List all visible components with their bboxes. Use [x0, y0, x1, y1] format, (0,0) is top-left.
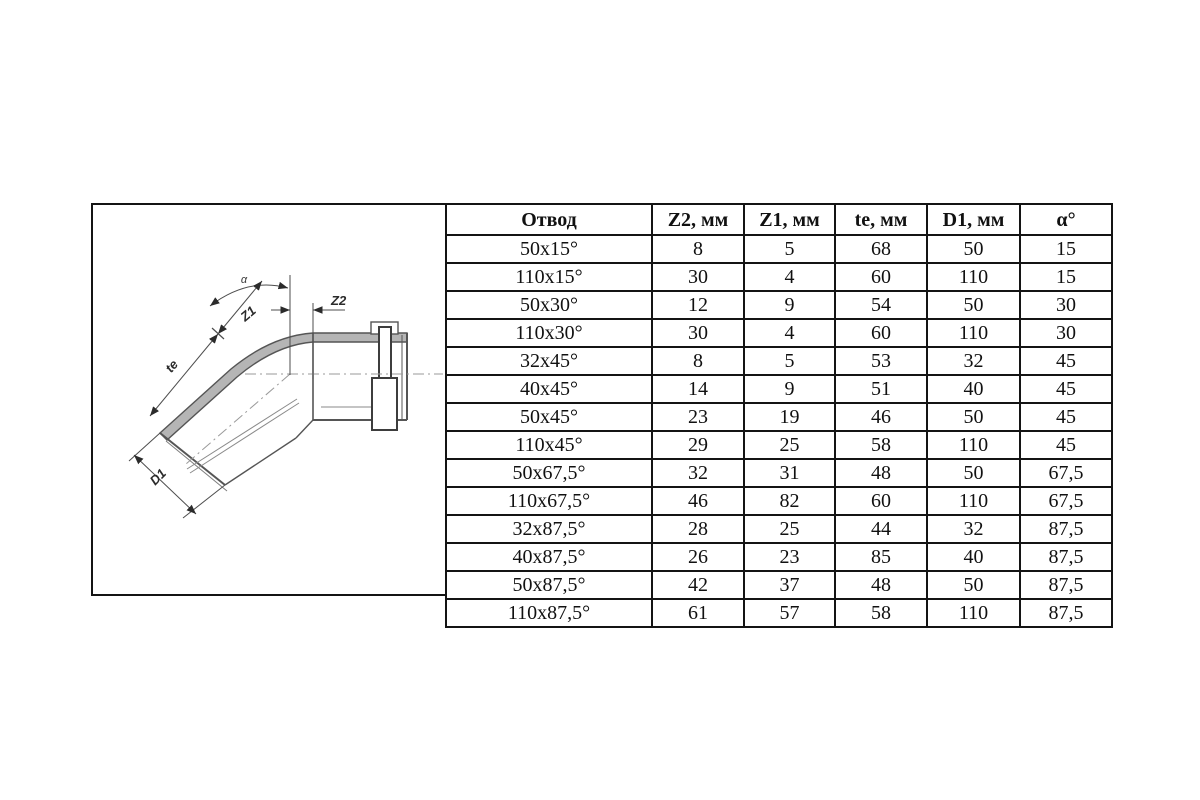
fitting-size-cell: 110x87,5° [446, 599, 652, 627]
value-cell: 42 [652, 571, 744, 599]
value-cell: 5 [744, 235, 835, 263]
elbow-technical-drawing [93, 205, 445, 594]
value-cell: 4 [744, 263, 835, 291]
table-row [446, 347, 1112, 375]
value-cell: 110 [927, 319, 1020, 347]
label-z1: Z1 [237, 302, 259, 325]
label-d1: D1 [146, 465, 169, 488]
value-cell: 68 [835, 235, 927, 263]
column-header-4: D1, мм [927, 204, 1020, 235]
value-cell: 30 [1020, 319, 1112, 347]
fitting-size-cell: 50x67,5° [446, 459, 652, 487]
spec-table-body [446, 235, 1112, 627]
value-cell: 9 [744, 375, 835, 403]
value-cell: 19 [744, 403, 835, 431]
pipe-wall-band [160, 333, 407, 440]
value-cell: 44 [835, 515, 927, 543]
value-cell: 110 [927, 487, 1020, 515]
value-cell: 45 [1020, 403, 1112, 431]
value-cell: 32 [927, 515, 1020, 543]
value-cell: 50 [927, 403, 1020, 431]
column-header-5: α° [1020, 204, 1112, 235]
value-cell: 67,5 [1020, 487, 1112, 515]
value-cell: 110 [927, 431, 1020, 459]
value-cell: 50 [927, 459, 1020, 487]
value-cell: 32 [927, 347, 1020, 375]
value-cell: 15 [1020, 263, 1112, 291]
table-row [446, 431, 1112, 459]
value-cell: 110 [927, 263, 1020, 291]
fitting-size-cell: 50x87,5° [446, 571, 652, 599]
value-cell: 67,5 [1020, 459, 1112, 487]
value-cell: 14 [652, 375, 744, 403]
table-row [446, 375, 1112, 403]
fitting-size-cell: 40x45° [446, 375, 652, 403]
value-cell: 30 [652, 319, 744, 347]
fitting-size-cell: 50x45° [446, 403, 652, 431]
value-cell: 29 [652, 431, 744, 459]
elbow-drawing-panel [91, 203, 447, 596]
column-header-0: Отвод [446, 204, 652, 235]
column-header-1: Z2, мм [652, 204, 744, 235]
value-cell: 61 [652, 599, 744, 627]
table-row [446, 235, 1112, 263]
fitting-size-cell: 40x87,5° [446, 543, 652, 571]
elbow-spec-table [445, 203, 1113, 628]
dimension-z2 [271, 293, 347, 310]
fitting-size-cell: 50x15° [446, 235, 652, 263]
value-cell: 58 [835, 431, 927, 459]
value-cell: 40 [927, 375, 1020, 403]
value-cell: 30 [652, 263, 744, 291]
table-row [446, 515, 1112, 543]
table-row [446, 291, 1112, 319]
value-cell: 45 [1020, 375, 1112, 403]
value-cell: 53 [835, 347, 927, 375]
bend-outline [160, 399, 299, 491]
table-row [446, 319, 1112, 347]
value-cell: 23 [652, 403, 744, 431]
value-cell: 8 [652, 347, 744, 375]
value-cell: 50 [927, 291, 1020, 319]
value-cell: 82 [744, 487, 835, 515]
value-cell: 57 [744, 599, 835, 627]
value-cell: 50 [927, 235, 1020, 263]
label-z2: Z2 [331, 293, 347, 308]
value-cell: 87,5 [1020, 515, 1112, 543]
value-cell: 5 [744, 347, 835, 375]
table-row [446, 459, 1112, 487]
value-cell: 48 [835, 459, 927, 487]
dimension-alpha [210, 274, 288, 306]
table-row [446, 403, 1112, 431]
fitting-size-cell: 32x87,5° [446, 515, 652, 543]
fitting-size-cell: 110x30° [446, 319, 652, 347]
table-row [446, 599, 1112, 627]
value-cell: 85 [835, 543, 927, 571]
column-header-2: Z1, мм [744, 204, 835, 235]
table-row [446, 263, 1112, 291]
value-cell: 87,5 [1020, 599, 1112, 627]
value-cell: 30 [1020, 291, 1112, 319]
spec-table-head-row [446, 204, 1112, 235]
value-cell: 60 [835, 263, 927, 291]
value-cell: 45 [1020, 431, 1112, 459]
table-row [446, 543, 1112, 571]
value-cell: 46 [835, 403, 927, 431]
value-cell: 9 [744, 291, 835, 319]
value-cell: 54 [835, 291, 927, 319]
value-cell: 25 [744, 515, 835, 543]
value-cell: 51 [835, 375, 927, 403]
value-cell: 60 [835, 487, 927, 515]
value-cell: 58 [835, 599, 927, 627]
value-cell: 8 [652, 235, 744, 263]
label-alpha: α [240, 274, 248, 286]
value-cell: 15 [1020, 235, 1112, 263]
value-cell: 110 [927, 599, 1020, 627]
label-te: te [162, 356, 182, 376]
fitting-size-cell: 32x45° [446, 347, 652, 375]
value-cell: 87,5 [1020, 571, 1112, 599]
fitting-size-cell: 110x45° [446, 431, 652, 459]
column-header-3: te, мм [835, 204, 927, 235]
value-cell: 12 [652, 291, 744, 319]
fitting-size-cell: 110x67,5° [446, 487, 652, 515]
reference-lines [290, 275, 313, 379]
value-cell: 25 [744, 431, 835, 459]
table-row [446, 487, 1112, 515]
value-cell: 4 [744, 319, 835, 347]
fitting-size-cell: 110x15° [446, 263, 652, 291]
value-cell: 60 [835, 319, 927, 347]
value-cell: 87,5 [1020, 543, 1112, 571]
value-cell: 26 [652, 543, 744, 571]
fitting-size-cell: 50x30° [446, 291, 652, 319]
value-cell: 48 [835, 571, 927, 599]
value-cell: 50 [927, 571, 1020, 599]
value-cell: 32 [652, 459, 744, 487]
value-cell: 40 [927, 543, 1020, 571]
table-row [446, 571, 1112, 599]
value-cell: 46 [652, 487, 744, 515]
value-cell: 37 [744, 571, 835, 599]
dimension-z1 [212, 281, 262, 339]
value-cell: 28 [652, 515, 744, 543]
value-cell: 23 [744, 543, 835, 571]
value-cell: 45 [1020, 347, 1112, 375]
value-cell: 31 [744, 459, 835, 487]
